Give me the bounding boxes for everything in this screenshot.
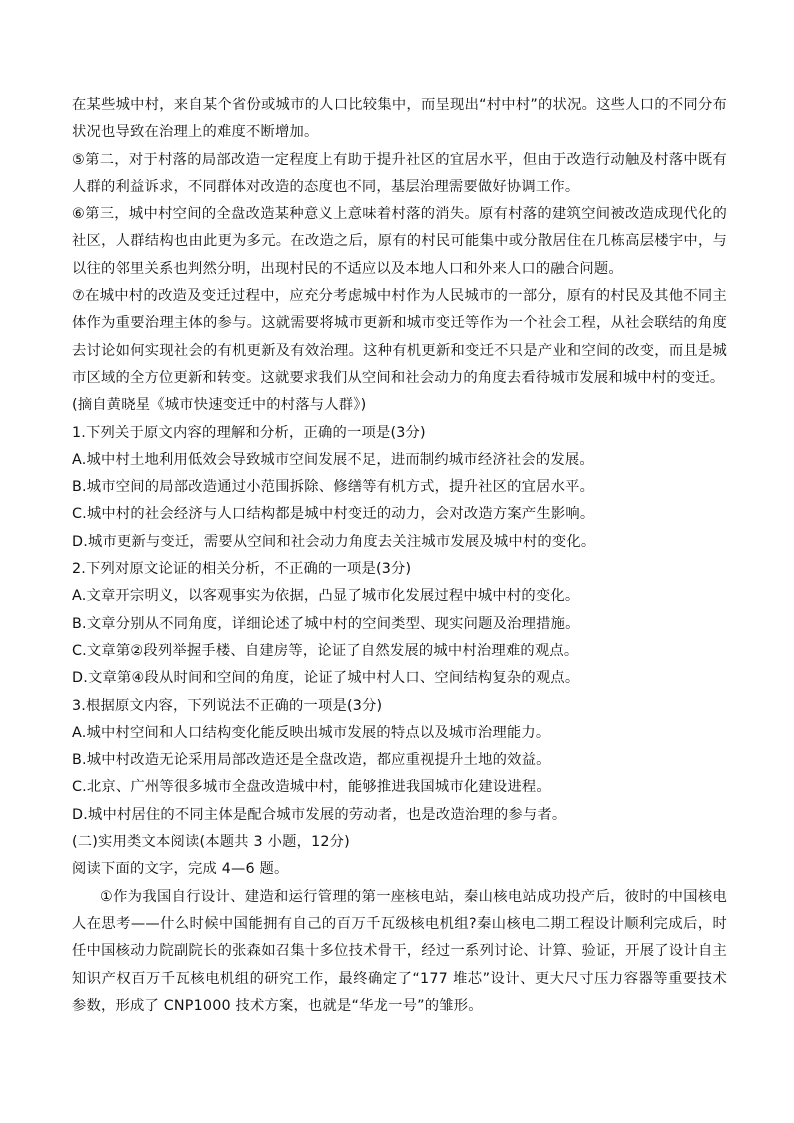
paragraph: 2.下列对原文论证的相关分析，不正确的一项是(3分) [72,561,412,578]
paragraph: ①作为我国自行设计、建造和运行管理的第一座核电站，秦山核电站成功投产后，彼时的中国核电人在思考——什么时候中国能拥有自己的百万千瓦级核电机组?秦山核电二期工程设计顺利完成后，时任中国核动力院副院长的张森如召集十多位技术骨干，经过一系列讨论、计算、验证，开展了设计自主知识产权百万千瓦核电机组的研究工作，最终确定了“177 堆芯”设计、更大尺寸压力容器等重要技术参数，形成了 CNP1000 技术方案，也就是“华龙一号”的雏形。 [72,888,727,1014]
paragraph: 3.根据原文内容，下列说法不正确的一项是(3分) [72,697,383,714]
paragraph: C.文章第②段列举握手楼、自建房等，论证了自然发展的城中村治理难的观点。 [72,642,579,659]
paragraph: C.城中村的社会经济与人口结构都是城中村变迁的动力，会对改造方案产生影响。 [72,506,595,523]
paragraph: D.文章第④段从时间和空间的角度，论证了城中村人口、空间结构复杂的观点。 [72,670,580,687]
paragraph: B.城市空间的局部改造通过小范围拆除、修缮等有机方式，提升社区的宜居水平。 [72,479,595,496]
paragraph: ⑥第三，城中村空间的全盘改造某种意义上意味着村落的消失。原有村落的建筑空间被改造成现代化的社区，人群结构也由此更为多元。在改造之后，原有的村民可能集中或分散居住在几栋高层楼宇中，与以往的邻里关系也判然分明，出现村民的不适应以及本地人口和外来人口的融合问题。 [72,206,727,277]
paragraph: ⑦在城中村的改造及变迁过程中，应充分考虑城中村作为人民城市的一部分，原有的村民及其他不同主体作为重要治理主体的参与。这就需要将城市更新和城市变迁等作为一个社会工程，从社会联结的角度去讨论如何实现社会的有机更新及有效治理。这种有机更新和变迁不只是产业和空间的改变，而且是城市区域的全方位更新和转变。这就要求我们从空间和社会动力的角度去看待城市发展和城中村的变迁。 [72,288,727,386]
paragraph: ⑤第二，对于村落的局部改造一定程度上有助于提升社区的宜居水平，但由于改造行动触及村落中既有人群的利益诉求，不同群体对改造的态度也不同，基层治理需要做好协调工作。 [72,151,727,195]
paragraph: (摘自黄晓星《城市快速变迁中的村落与人群》) [72,397,367,414]
paragraph: 阅读下面的文字，完成 4—6 题。 [72,861,289,878]
paragraph: C.北京、广州等很多城市全盘改造城中村，能够推进我国城市化建设进程。 [72,779,551,796]
paragraph: A.城中村空间和人口结构变化能反映出城市发展的特点以及城市治理能力。 [72,724,551,741]
paragraph: D.城中村居住的不同主体是配合城市发展的劳动者，也是改造治理的参与者。 [72,806,567,823]
paragraph: (二)实用类文本阅读(本题共 3 小题，12分) [72,834,350,851]
paragraph: 1.下列关于原文内容的理解和分析，正确的一项是(3分) [72,424,426,441]
paragraph: B.城中村改造无论采用局部改造还是全盘改造，都应重视提升土地的效益。 [72,752,551,769]
document-page [72,92,727,1020]
paragraph: A.城中村土地利用低效会导致城市空间发展不足，进而制约城市经济社会的发展。 [72,451,594,468]
paragraph: A.文章开宗明义，以客观事实为依据，凸显了城市化发展过程中城中村的变化。 [72,588,580,605]
paragraph: D.城市更新与变迁，需要从空间和社会动力角度去关注城市发展及城中村的变化。 [72,533,596,550]
paragraph: B.文章分别从不同角度，详细论述了城中村的空间类型、现实问题及治理措施。 [72,615,580,632]
paragraph: 在某些城中村，来自某个省份或城市的人口比较集中，而呈现出“村中村”的状况。这些人口的不同分布状况也导致在治理上的难度不断增加。 [72,97,727,141]
